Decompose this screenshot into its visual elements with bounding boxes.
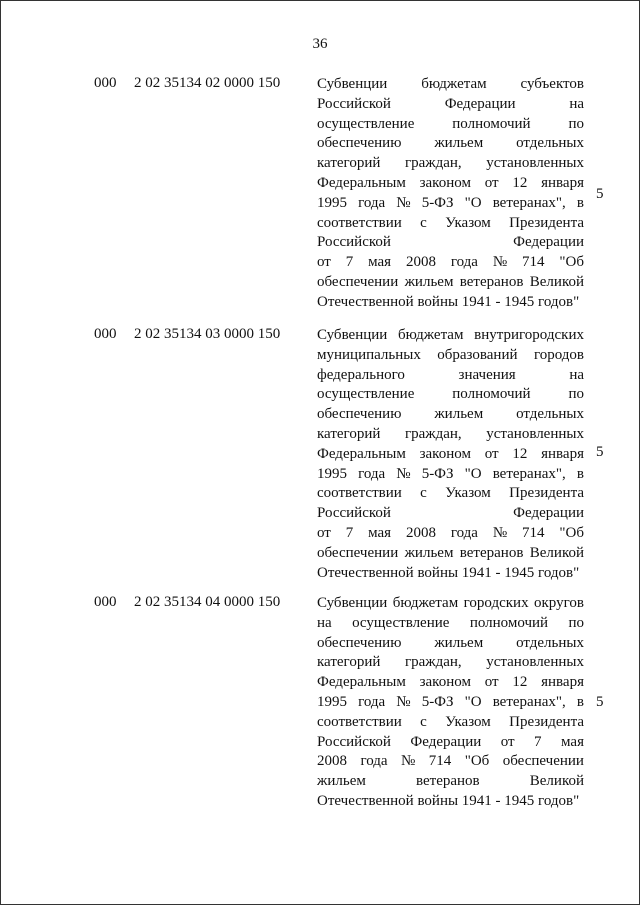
amount-value: 5 (596, 694, 604, 710)
description-line: жильем ветеранов Великой (317, 773, 584, 790)
description-line: Отечественной войны 1941 - 1945 годов" (317, 792, 580, 809)
description-line: Федеральным законом от 12 января (317, 445, 584, 462)
description-line: Федеральным законом от 12 января (317, 174, 584, 191)
description-line: осуществление полномочий по (317, 115, 584, 132)
description-line: Российской Федерации (317, 234, 584, 251)
description-line: соответствии с Указом Президента (317, 485, 584, 502)
description-line: Субвенции бюджетам субъектов (317, 76, 584, 92)
description-line: Российской Федерации от 7 мая (317, 733, 584, 750)
entry-description (317, 75, 584, 313)
description-line: 2008 года № 714 "Об обеспечении (317, 753, 584, 770)
description-line: Федеральным законом от 12 января (317, 674, 584, 691)
budget-classification-code: 2 02 35134 04 0000 150 (134, 594, 281, 610)
description-line: обеспечению жильем отдельных (317, 634, 584, 651)
description-line: 1995 года № 5-ФЗ "О ветеранах", в (317, 693, 584, 710)
budget-entry (0, 75, 640, 315)
budget-classification-code: 2 02 35134 03 0000 150 (134, 326, 281, 342)
description-line: от 7 мая 2008 года № 714 "Об (317, 524, 584, 541)
description-line: категорий граждан, установленных (317, 425, 584, 442)
description-line: Отечественной войны 1941 - 1945 годов" (317, 564, 580, 581)
description-line: соответствии с Указом Президента (317, 713, 584, 730)
amount-value: 5 (596, 444, 604, 460)
admin-code: 000 (94, 326, 117, 342)
budget-classification-code: 2 02 35134 02 0000 150 (134, 75, 281, 91)
description-line: от 7 мая 2008 года № 714 "Об (317, 254, 584, 271)
budget-entry (0, 326, 640, 586)
description-line: Российской Федерации (317, 505, 584, 522)
description-line: федерального значения на (317, 366, 584, 383)
amount-value: 5 (596, 186, 604, 202)
entry-description (317, 594, 584, 812)
description-line: Субвенции бюджетам городских округов (317, 595, 584, 611)
description-line: осуществление полномочий по (317, 386, 584, 403)
description-line: обеспечению жильем отдельных (317, 135, 584, 152)
admin-code: 000 (94, 75, 117, 91)
description-line: обеспечению жильем отдельных (317, 406, 584, 423)
description-line: 1995 года № 5-ФЗ "О ветеранах", в (317, 465, 584, 482)
description-line: 1995 года № 5-ФЗ "О ветеранах", в (317, 194, 584, 211)
description-line: муниципальных образований городов (317, 346, 584, 363)
description-line: Субвенции бюджетам внутригородских (317, 327, 584, 343)
page-number: 36 (312, 36, 328, 52)
description-line: Отечественной войны 1941 - 1945 годов" (317, 293, 580, 310)
description-line: соответствии с Указом Президента (317, 214, 584, 231)
description-line: категорий граждан, установленных (317, 155, 584, 172)
description-line: Российской Федерации на (317, 95, 584, 112)
budget-entry (0, 594, 640, 819)
description-line: категорий граждан, установленных (317, 654, 584, 671)
description-line: обеспечении жильем ветеранов Великой (317, 544, 584, 561)
entry-description (317, 326, 584, 583)
admin-code: 000 (94, 594, 117, 610)
description-line: на осуществление полномочий по (317, 614, 584, 631)
description-line: обеспечении жильем ветеранов Великой (317, 273, 584, 290)
